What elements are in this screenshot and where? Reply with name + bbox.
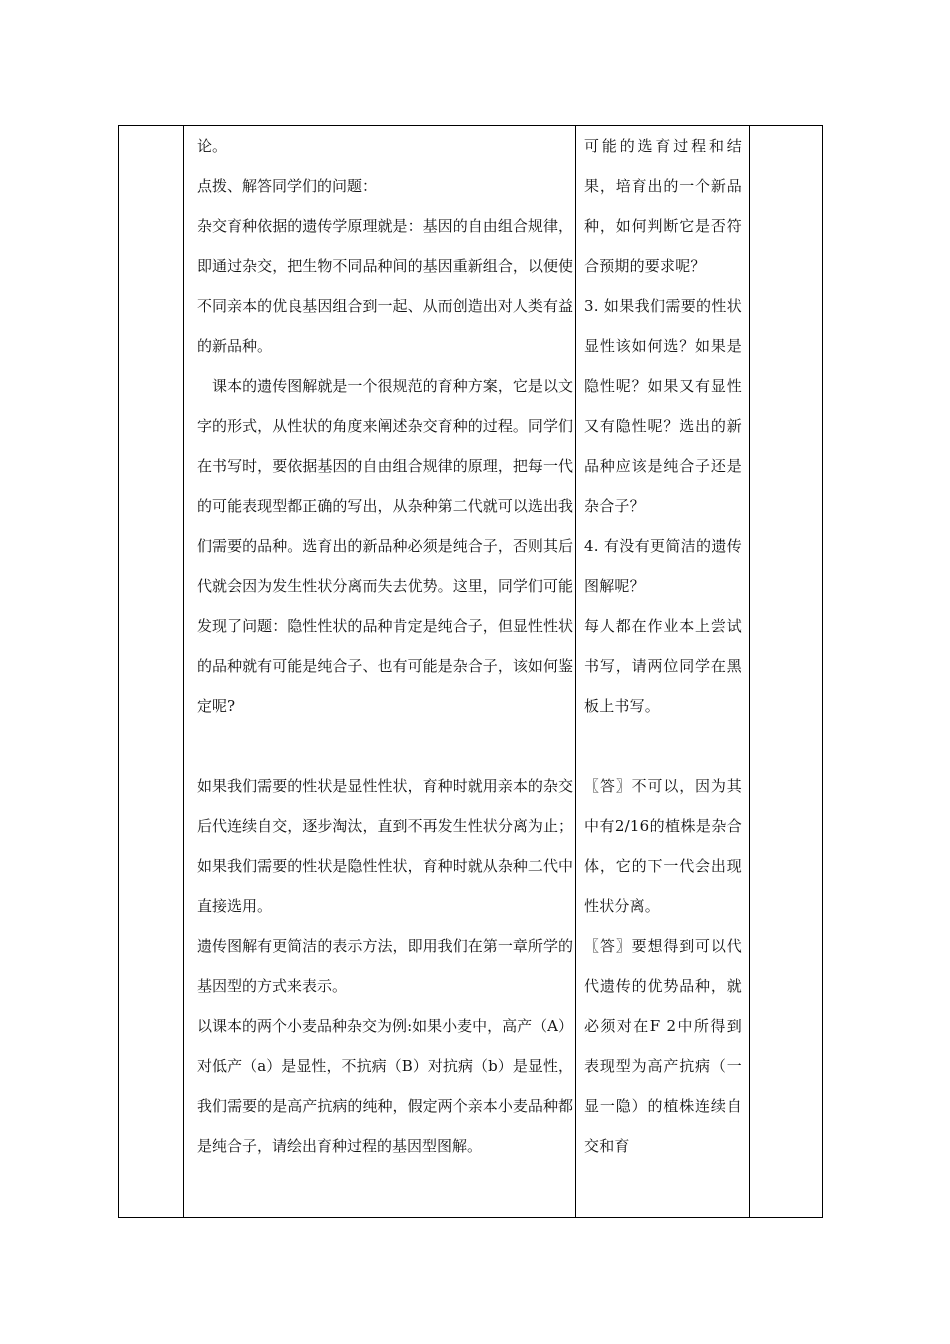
main-paragraph-4: 课本的遗传图解就是一个很规范的育种方案，它是以文字的形式，从性状的角度来阐述杂交育种的过程。同学们在书写时，要依据基因的自由组合规律的原理，把每一代的可能表现型都正确的写出，从杂种第二代就可以选出我们需要的品种。选育出的新品种必须是纯合子，否则其后代就会因为发生性状分离而失去优势。这里，同学们可能发现了问题：隐性性状的品种肯定是纯合子，但显性性状的品种就有可能是纯合子、也有可能是杂合子，该如何鉴定呢? [197,377,573,715]
main-paragraph-7: 以课本的两个小麦品种杂交为例:如果小麦中，高产（A）对低产（a）是显性，不抗病（B）对抗病（b）是显性，我们需要的是高产抗病的纯种，假定两个亲本小麦品种都是纯合子，请绘出育种过程的基因型图解。 [197,1017,573,1155]
paragraph-gap [197,726,573,766]
teacher-activity-cell [195,126,573,1217]
main-paragraph-2: 点拨、解答同学们的问题： [197,177,378,195]
right-paragraph-1: 可能的选育过程和结果，培育出的一个新品种，如何判断它是否符合预期的要求呢？ [584,137,742,275]
paragraph-gap [584,726,742,766]
main-paragraph-3: 杂交育种依据的遗传学原理就是：基因的自由组合规律，即通过杂交，把生物不同品种间的基因重新组合，以便使不同亲本的优良基因组合到一起、从而创造出对人类有益的新品种。 [197,217,573,355]
main-paragraph-1: 论。 [197,137,228,155]
right-paragraph-6: 〖答〗要想得到可以代代遗传的优势品种，就必须对在F 2中所得到表现型为高产抗病（一显一隐）的植株连续自交和育 [584,937,742,1155]
main-paragraph-5: 如果我们需要的性状是显性性状，育种时就用亲本的杂交后代连续自交，逐步淘汰，直到不再发生性状分离为止；如果我们需要的性状是隐性性状，育种时就从杂种二代中直接选用。 [197,777,573,915]
lesson-table [118,125,823,1218]
column-divider-2 [575,126,576,1217]
main-paragraph-6: 遗传图解有更简洁的表示方法，即用我们在第一章所学的基因型的方式来表示。 [197,937,573,995]
column-divider-1 [183,126,184,1217]
student-activity-cell [584,126,742,1217]
right-paragraph-3: 4. 有没有更简洁的遗传图解呢？ [584,537,742,595]
right-paragraph-2: 3. 如果我们需要的性状显性该如何选？如果是隐性呢？如果又有显性又有隐性呢？选出的新品种应该是纯合子还是杂合子？ [584,297,742,515]
column-divider-3 [749,126,750,1217]
right-paragraph-5: 〖答〗不可以，因为其中有2/16的植株是杂合体，它的下一代会出现性状分离。 [584,777,742,915]
right-paragraph-4: 每人都在作业本上尝试书写，请两位同学在黑板上书写。 [584,617,742,715]
